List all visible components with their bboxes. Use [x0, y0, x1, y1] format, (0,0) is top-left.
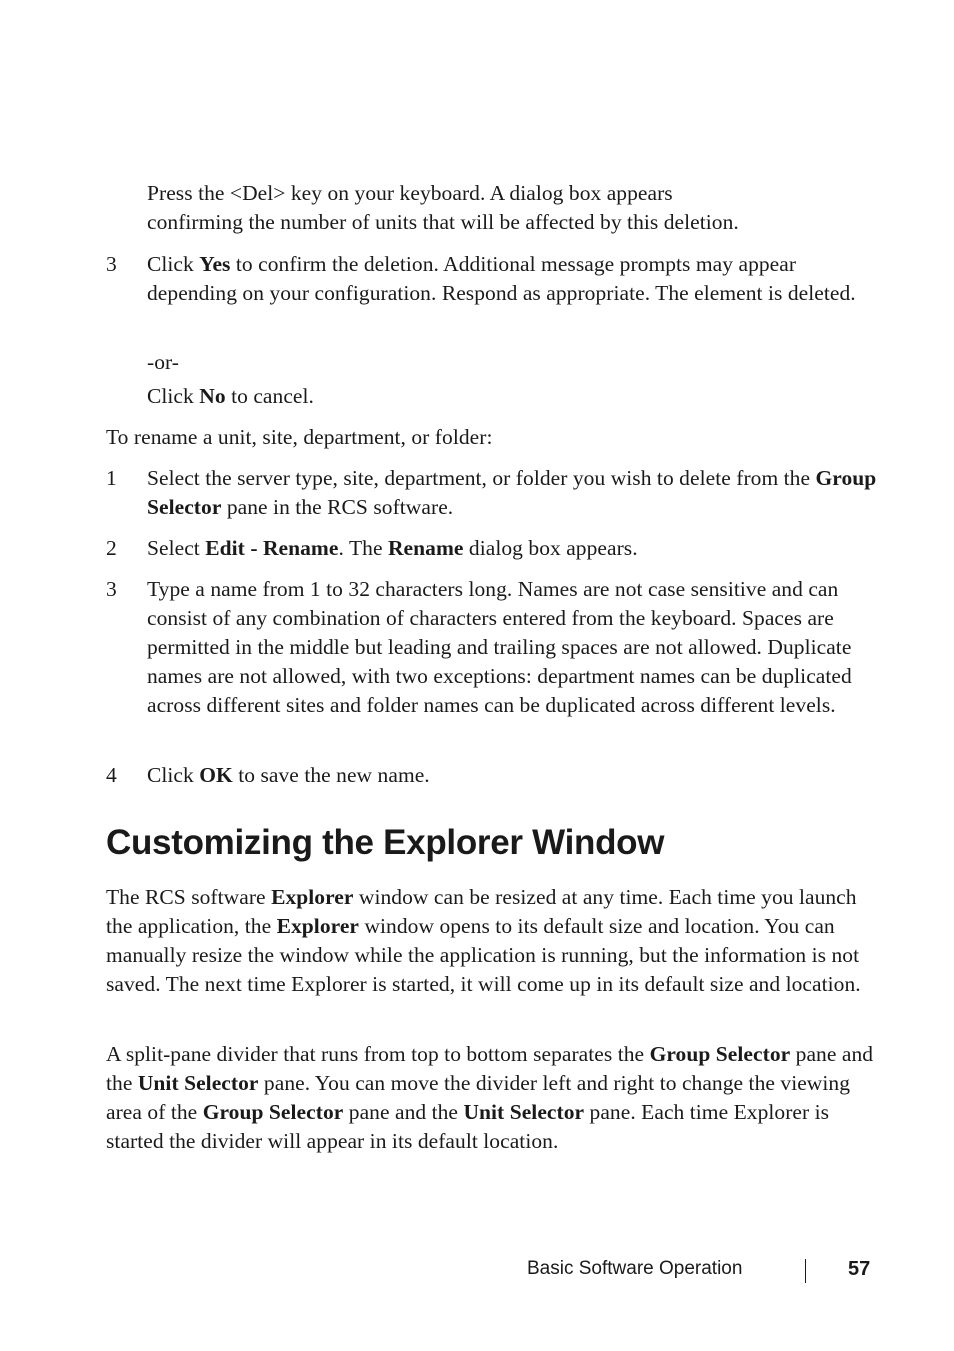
rename-step-2: [147, 534, 877, 563]
rename-intro: To rename a unit, site, department, or folder:: [106, 425, 493, 449]
rename-step-1: [147, 464, 877, 522]
text-run: window opens to its default size and location. You can manually resize the window while the application is running, but the information is not saved. The next time Explorer is started, it will come up in its default size and location.: [106, 914, 861, 996]
text-run: Click: [147, 252, 200, 276]
text-run: The RCS software: [106, 885, 272, 909]
group-selector-label: Group Selector: [202, 1100, 344, 1124]
divider-paragraph: [106, 1040, 878, 1156]
footer-title: Basic Software Operation: [527, 1258, 743, 1279]
text-run: pane. Each time Explorer is started the divider will appear in its default location.: [106, 1100, 830, 1153]
cancel-instruction: [147, 382, 877, 411]
edit-rename-label: Edit - Rename: [205, 536, 339, 560]
del-key-instruction: [147, 179, 877, 237]
rename-step-4: [147, 761, 877, 790]
text-run: to confirm the deletion. Additional message prompts may appear depending on your configuration. Respond as appropriate. The element is deleted.: [147, 252, 856, 305]
text-run: A split-pane divider that runs from top to bottom separates the: [106, 1042, 650, 1066]
step-number: 1: [106, 466, 117, 490]
explorer-paragraph: [106, 883, 878, 999]
or-separator: -or-: [147, 350, 179, 374]
step-number: 3: [106, 252, 117, 276]
group-selector-label: Group Selector: [649, 1042, 791, 1066]
del-line-1: Press the <Del> key on your keyboard. A dialog box appears: [147, 181, 673, 205]
explorer-label: Explorer: [276, 914, 360, 938]
text-run: to cancel.: [225, 384, 314, 408]
yes-label: Yes: [199, 252, 231, 276]
group-selector-label: Group Selector: [147, 466, 877, 519]
explorer-label: Explorer: [271, 885, 354, 909]
text-run: Click: [147, 384, 200, 408]
text-run: Click: [147, 763, 200, 787]
section-heading: Customizing the Explorer Window: [106, 823, 665, 862]
rename-label: Rename: [387, 536, 464, 560]
text-run: pane and the: [106, 1042, 874, 1095]
text-run: . The: [338, 536, 388, 560]
confirm-deletion-step: [147, 250, 877, 308]
step-number: 4: [106, 763, 117, 787]
text-run: pane and the: [343, 1100, 464, 1124]
del-line-2: confirming the number of units that will be affected by this deletion.: [147, 210, 739, 234]
page-number: 57: [848, 1258, 871, 1280]
text-run: pane in the RCS software.: [221, 495, 454, 519]
unit-selector-label: Unit Selector: [463, 1100, 585, 1124]
step-number: 2: [106, 536, 117, 560]
text-run: pane. You can move the divider left and right to change the viewing area of the: [106, 1071, 851, 1124]
text-run: dialog box appears.: [463, 536, 638, 560]
unit-selector-label: Unit Selector: [137, 1071, 259, 1095]
footer-divider: [805, 1259, 806, 1283]
text-run: window can be resized at any time. Each time you launch the application, the: [106, 885, 857, 938]
no-label: No: [199, 384, 226, 408]
text-run: Select: [147, 536, 206, 560]
text-run: to save the new name.: [232, 763, 430, 787]
step-number: 3: [106, 577, 117, 601]
text-run: Select the server type, site, department, or folder you wish to delete from the: [147, 466, 816, 490]
rename-step-3: Type a name from 1 to 32 characters long. Names are not case sensitive and can consist of any combination of characters entered from the keyboard. Spaces are permitted in the middle but leading and trailing spaces are not allowed. Duplicate names are not allowed, with two exceptions: department names can be duplicated across different sites and folder names can be duplicated across different levels.: [147, 577, 852, 717]
ok-label: OK: [199, 763, 233, 787]
